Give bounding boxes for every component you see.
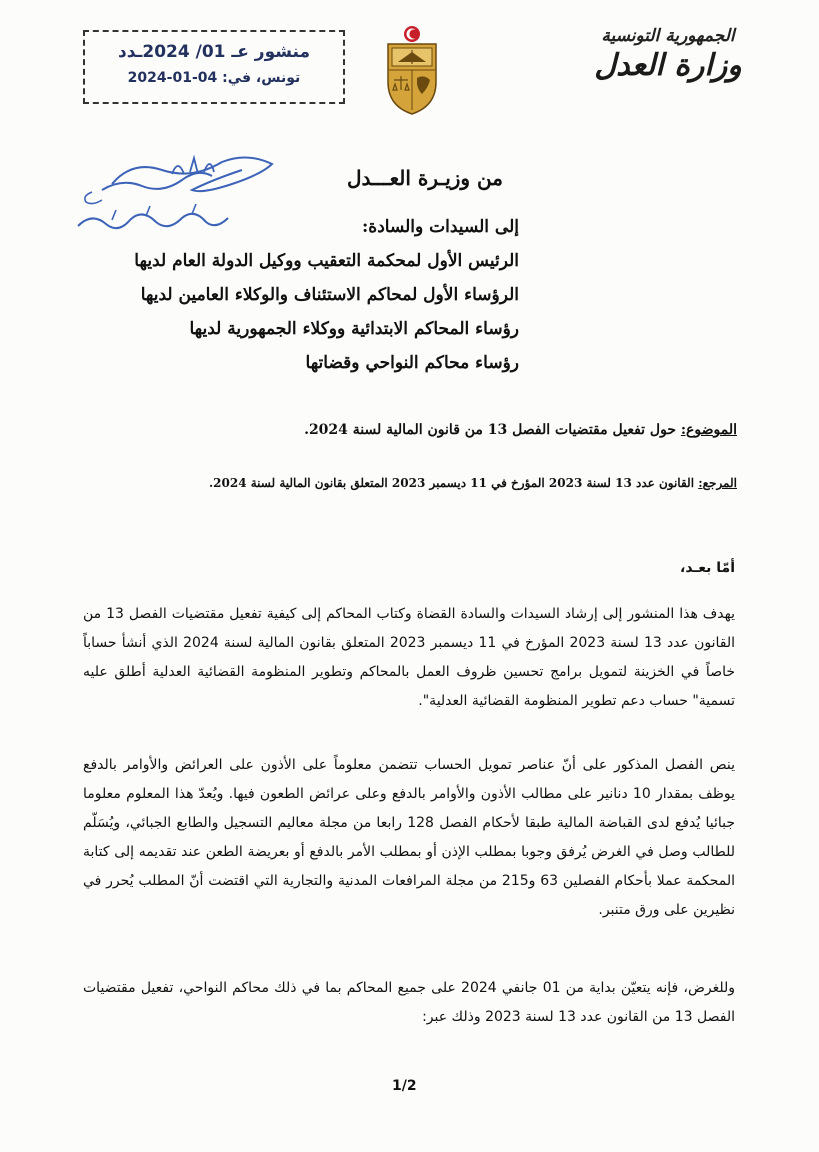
ministry-name: وزارة العدل: [594, 48, 742, 83]
circular-number: منشور عـ 01/ 2024ـدد: [118, 42, 310, 62]
addressees-intro: إلى السيدات والسادة:: [362, 217, 519, 237]
greeting: أمّا بعـد،: [680, 560, 735, 576]
reference-line: [209, 476, 737, 490]
addressee-item: الرئيس الأول لمحكمة التعقيب ووكيل الدولة العام لديها: [134, 251, 519, 271]
reference-label: المرجع:: [698, 476, 737, 490]
ministry-letterhead: [593, 26, 743, 83]
subject-label: الموضوع:: [680, 422, 737, 438]
addressee-item: رؤساء محاكم النواحي وقضاتها: [305, 353, 519, 373]
reference-text: القانون عدد 13 لسنة 2023 المؤرخ في 11 ديسمبر 2023 المتعلق بقانون المالية لسنة 2024.: [208, 476, 699, 490]
addressee-item: رؤساء المحاكم الابتدائية ووكلاء الجمهورية لديها: [189, 319, 519, 339]
republic-name: الجمهورية التونسية: [601, 26, 735, 46]
body-paragraph: ينص الفصل المذكور على أنّ عناصر تمويل الحساب تتضمن معلوماً على الأذون على العرائض والأوامر بالدفع يوظف بمقدار 10 دنانير على مطالب الأذون والأوامر بالدفع وعلى عرائض الطعون فيها. ويُعدّ هذا المعلوم معلوما جبائيا يُدفع لدى القباضة المالية طبقا لأحكام الفصل 128 رابعا من مجلة معاليم التسجيل والطابع الجبائي، ويُسَلّم للطالب وصل في الغرض يُرفق وجوبا بمطلب الإذن أو بمطلب الأمر بالدفع أو بعريضة الطعن عند تقديمه إلى كتابة المحكمة عملا بأحكام الفصلين 63 و215 من مجلة المرافعات المدنية والتجارية التي اقتضت أنّ المطلب يُحرر في نظيرين على ورق متنبر.: [83, 757, 735, 918]
page-number: 1/2: [392, 1078, 417, 1094]
body-paragraph: وللغرض، فإنه يتعيّن بداية من 01 جانفي 2024 على جميع المحاكم بما في ذلك محاكم النواحي، تفعيل مقتضيات الفصل 13 من القانون عدد 13 لسنة 2023 وذلك عبر:: [83, 980, 736, 1025]
addressees-block: [39, 210, 519, 380]
coat-of-arms-emblem: [384, 24, 440, 116]
body-paragraph: يهدف هذا المنشور إلى إرشاد السيدات والسادة القضاة وكتاب المحاكم إلى كيفية تفعيل مقتضيات الفصل 13 من القانون عدد 13 لسنة 2023 المؤرخ في 11 ديسمبر 2023 المتعلق بقانون المالية لسنة 2024 الذي أنشأ حساباً خاصاً في الخزينة لتمويل برامج تحسين ظروف العمل بالمحاكم وتطوير المنظومة القضائية العدلية أطلق عليه تسمية" حساب دعم تطوير المنظومة القضائية العدلية".: [83, 606, 735, 709]
addressee-item: الرؤساء الأول لمحاكم الاستئناف والوكلاء العامين لديها: [140, 285, 519, 305]
sender-line: من وزيـرة العـــدل: [346, 166, 503, 190]
circular-date: تونس، في: 04-01-2024: [127, 70, 301, 86]
circular-reference-box: [83, 30, 345, 104]
subject-text: حول تفعيل مقتضيات الفصل 13 من قانون المالية لسنة 2024.: [304, 422, 681, 438]
subject-line: [304, 422, 737, 438]
